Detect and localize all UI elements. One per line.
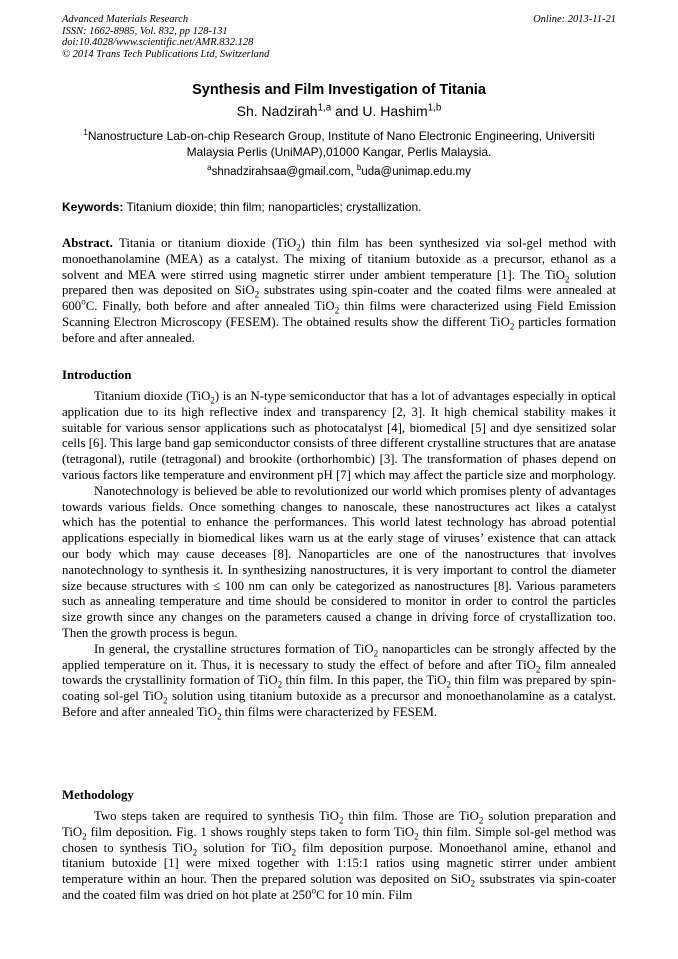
paragraph-text: thin film was prepared by spin-coating sol-gel TiO	[62, 673, 616, 704]
paragraph-text: film annealed towards the crystallinity formation of TiO	[62, 657, 616, 688]
author-emails	[0, 163, 678, 178]
paragraph-text: Two steps taken are required to synthesis TiO	[94, 809, 340, 823]
email-a: shnadzirahsaa@gmail.com,	[211, 166, 357, 178]
author-conjunction: and	[331, 103, 363, 119]
subscript: 2	[446, 679, 451, 690]
subscript: 2	[414, 831, 419, 842]
subscript: 2	[291, 847, 297, 858]
intro-paragraph-2: Nanotechnology is believed be able to revolutionized our world which promises plenty of advantages towards various fields. Once something changes to nanoscale, these nanostructures act likes a catalyst which has the potential to enhance the performances. This world latest technology has abroad potential applications especially in biomedical likes warn us at the early stage of viruses’ existence that can attack our body which may cause deceases [8]. Nanoparticles are one of the nanostructures that involves nanotechnology to synthesis it. In synthesizing nanostructures, it is very important to control the diameter size because structures with ≤ 100 nm can only be categorized as nanostructures [8]. Various parameters such as annealing temperature and time should be considered to monitor in order to control the particles size growth since any changes on the parameters caused a change in driving force of crystallization too. Then the growth process is begun.	[62, 483, 616, 640]
author-1-affil: 1,a	[317, 102, 332, 114]
author-2: U. Hashim	[362, 103, 428, 119]
subscript: 2	[163, 695, 168, 706]
paragraph-text: thin film. In this paper, the TiO	[282, 673, 447, 688]
paragraph-text: thin films were characterized by FESEM.	[221, 704, 438, 719]
subscript: 2	[82, 831, 87, 842]
paragraph-text: nanoparticles can be strongly affected by the applied temperature on it. Thus, it is necessary to study the effect of before and after TiO	[62, 641, 616, 672]
section-heading-methodology: Methodology	[62, 788, 134, 802]
paper-title: Synthesis and Film Investigation of Titania	[192, 82, 486, 98]
abstract-label: Abstract.	[62, 236, 113, 250]
paragraph-text: In general, the crystalline structures formation of TiO	[94, 641, 374, 656]
degree-mark: o	[311, 885, 316, 896]
subscript: 2	[277, 679, 283, 690]
section-heading-introduction: Introduction	[62, 368, 132, 382]
abstract-text: C. Finally, both before and after annealed TiO	[85, 299, 335, 314]
paragraph-text: C for 10 min. Film	[315, 887, 413, 902]
keywords-text: Titanium dioxide; thin film; nanoparticles; crystallization.	[123, 200, 422, 214]
abstract	[62, 236, 616, 347]
paragraph-text: thin film. Those are TiO	[343, 809, 479, 823]
paragraph-text: solution for TiO	[197, 840, 292, 855]
keywords-label: Keywords:	[62, 200, 124, 214]
abstract-text: particles formation before and after annealed.	[62, 314, 616, 345]
subscript: 2	[192, 847, 198, 858]
abstract-text: substrates using spin-coater and the coated films were annealed at 600	[62, 283, 616, 314]
subscript: 2	[210, 395, 215, 406]
journal-name: Advanced Materials Research	[62, 14, 189, 25]
paragraph-text: solution using titanium butoxide as a precursor and monoethanolamine as a catalyst. Before and after annealed TiO	[62, 689, 617, 719]
subscript: 2	[373, 648, 379, 659]
methodology-body	[62, 809, 616, 904]
paragraph-text: ssubstrates via spin-coater and the coated film was dried on hot plate at 250	[62, 872, 616, 902]
subscript: 2	[478, 815, 484, 826]
methodology-paragraph-1	[62, 809, 616, 904]
email-a-marker: a	[207, 163, 212, 173]
subscript: 2	[334, 305, 340, 316]
subscript: 2	[216, 711, 222, 722]
subscript: 2	[565, 274, 570, 285]
degree-mark: o	[81, 296, 86, 307]
paragraph-text: thin film. Simple sol-gel method was chosen to synthesis TiO	[62, 824, 616, 855]
author-1: Sh. Nadzirah	[236, 103, 318, 119]
journal-header	[62, 14, 616, 60]
paragraph-text: Titanium dioxide (TiO	[94, 389, 211, 403]
email-b: uda@unimap.edu.my	[361, 166, 471, 178]
journal-issn: ISSN: 1662-8985, Vol. 832, pp 128-131	[62, 25, 228, 37]
paragraph-text: solution preparation and TiO	[62, 809, 616, 839]
journal-doi: doi:10.4028/www.scientific.net/AMR.832.128	[62, 37, 254, 48]
paragraph-text: ) is an N-type semiconductor that has a lot of advantages especially in optical application due to its high reflective index and transparency [2, 3]. It high chemical stability makes it suitable for various sensor applications such as photocatalyst [4], biomedical [5] and dye sensitized solar cells [6]. This large band gap semiconductor consists of three different crystalline structures that are anatase (tetragonal), rutile (tetragonal) and brookite (orthorhombic) [3]. The transformation of phases depend on various factors like temperature and environment pH [7] which may affect the particle size and morphology.	[62, 389, 616, 482]
journal-copyright: © 2014 Trans Tech Publications Ltd, Switzerland	[62, 48, 270, 60]
online-date: Online: 2013-11-21	[533, 14, 616, 25]
affiliation-marker: 1	[83, 127, 88, 137]
subscript: 2	[339, 815, 344, 826]
paragraph-text: film deposition purpose. Monoethanol amine, ethanol and titanium butoxide [1] were mixed together with 1:15:1 ratios using magnetic stirrer under ambient temperature within an hour. Then the prepared solution was deposited on SiO	[62, 840, 616, 887]
abstract-text: Titania or titanium dioxide (TiO	[112, 236, 297, 250]
abstract-text: thin films were characterized using Field Emission Scanning Electron Microscopy (FESEM). The obtained results show the different TiO	[62, 299, 616, 329]
author-2-affil: 1,b	[427, 102, 442, 114]
subscript: 2	[470, 878, 476, 889]
introduction-body	[62, 389, 616, 721]
keywords	[62, 200, 616, 214]
affiliation-text: Nanostructure Lab-on-chip Research Group, Institute of Nano Electronic Engineering, Universiti Malaysia Perlis (UniMAP),01000 Kangar, Perlis Malaysia.	[87, 129, 595, 159]
subscript: 2	[296, 242, 301, 253]
author-line	[0, 103, 678, 119]
abstract-text: ) thin film has been synthesized via sol-gel method with monoethanolamine (MEA) as a catalyst. The mixing of titanium butoxide as a precursor, ethanol as a solvent and MEA were stirred using magnetic stirrer under ambient temperature [1]. The TiO	[62, 236, 616, 282]
intro-paragraph-1	[62, 389, 616, 484]
intro-paragraph-3	[62, 642, 616, 721]
subscript: 2	[535, 664, 541, 675]
subscript: 2	[509, 321, 515, 332]
email-b-marker: b	[356, 163, 362, 173]
affiliation	[62, 128, 616, 160]
abstract-text: solution prepared then was deposited on SiO	[62, 267, 616, 298]
subscript: 2	[254, 289, 260, 300]
paragraph-text: film deposition. Fig. 1 shows roughly steps taken to form TiO	[86, 824, 415, 839]
